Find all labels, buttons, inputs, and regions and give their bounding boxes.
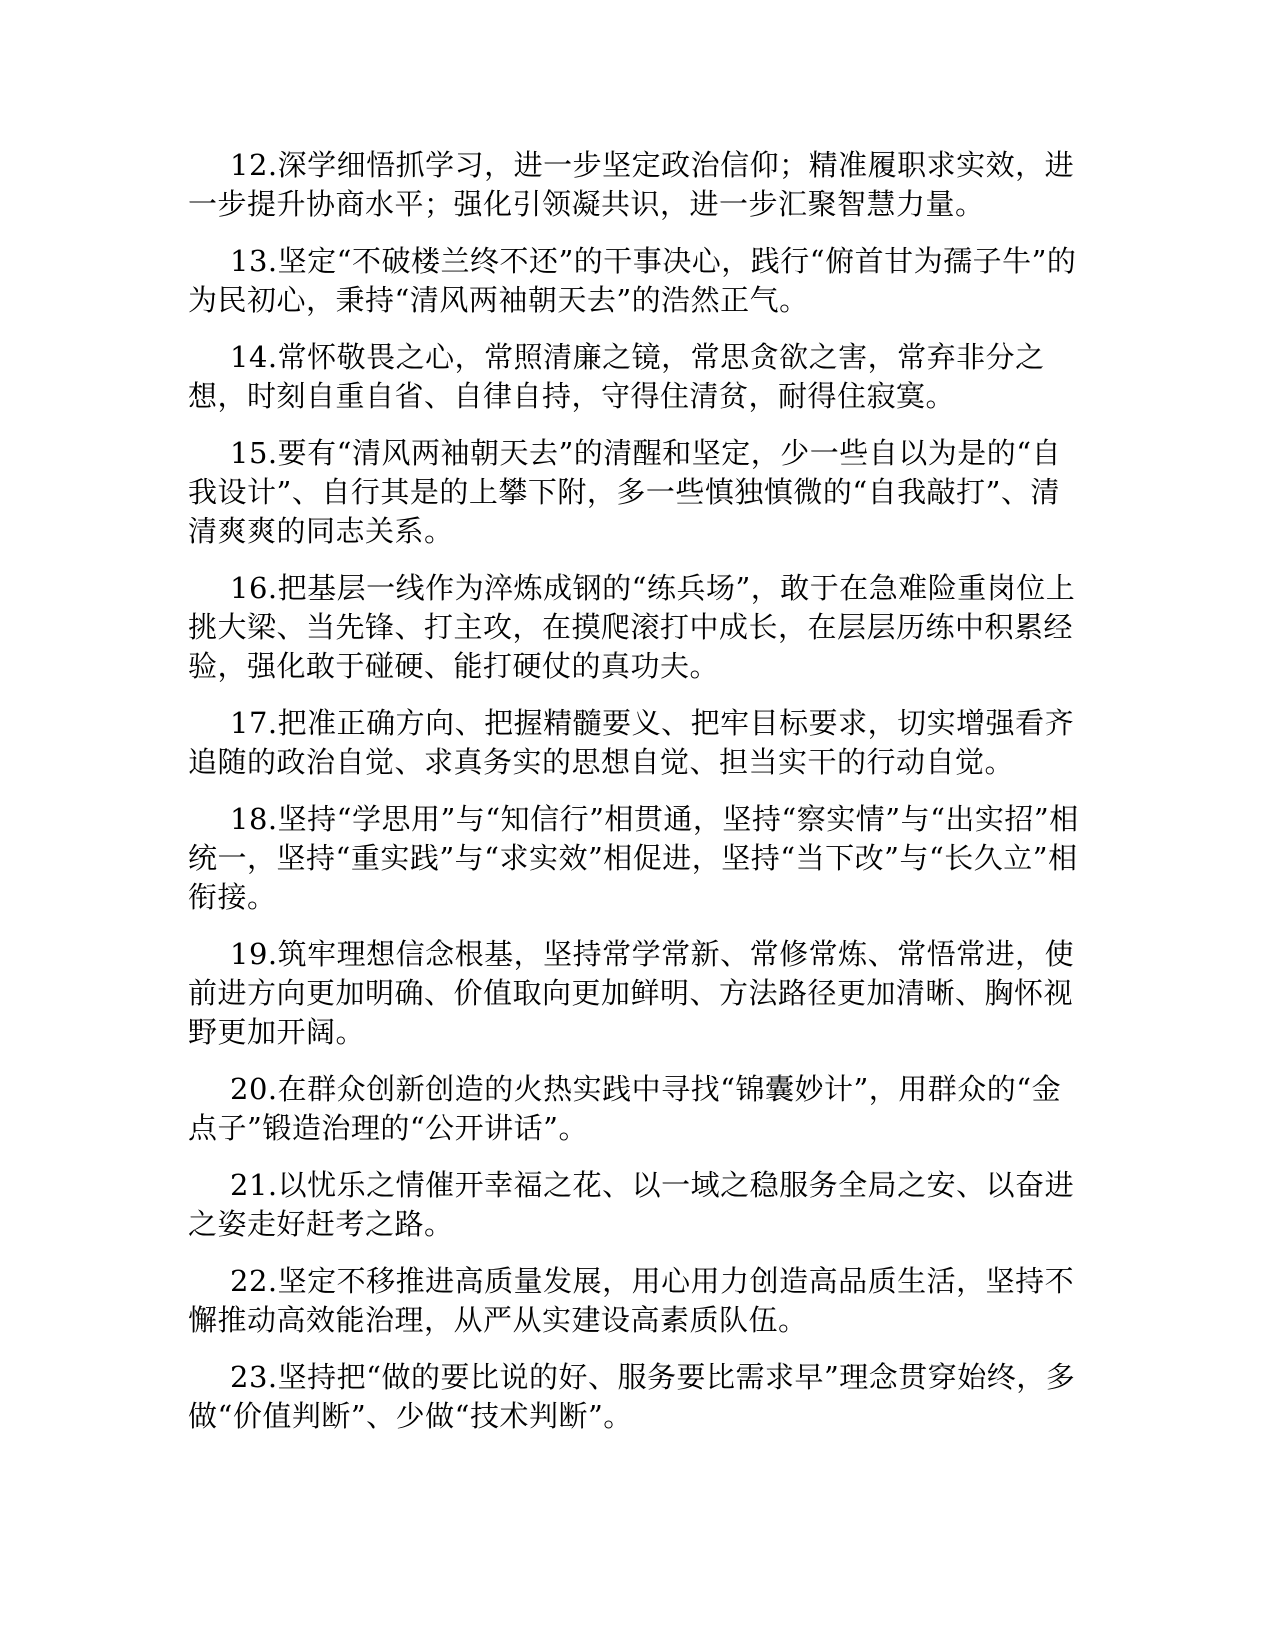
paragraph-14: 14.常怀敬畏之心，常照清廉之镜，常思贪欲之害，常弃非分之想，时刻自重自省、自律自持，守得住清贫，耐得住寂寞。 xyxy=(188,340,1045,413)
paragraph-23: 23.坚持把“做的要比说的好、服务要比需求早”理念贯穿始终，多做“价值判断”、少做“技术判断”。 xyxy=(188,1360,1076,1433)
paragraph-12: 12.深学细悟抓学习，进一步坚定政治信仰；精准履职求实效，进一步提升协商水平；强化引领凝共识，进一步汇聚智慧力量。 xyxy=(188,148,1075,221)
paragraph-22: 22.坚定不移推进高质量发展，用心用力创造高品质生活，坚持不懈推动高效能治理，从严从实建设高素质队伍。 xyxy=(188,1264,1075,1337)
paragraph-17: 17.把准正确方向、把握精髓要义、把牢目标要求，切实增强看齐追随的政治自觉、求真务实的思想自觉、担当实干的行动自觉。 xyxy=(188,706,1075,779)
paragraph-15: 15.要有“清风两袖朝天去”的清醒和坚定，少一些自以为是的“自我设计”、自行其是的上攀下附，多一些慎独慎微的“自我敲打”、清清爽爽的同志关系。 xyxy=(188,436,1062,548)
paragraph-19: 19.筑牢理想信念根基，坚持常学常新、常修常炼、常悟常进，使前进方向更加明确、价值取向更加鲜明、方法路径更加清晰、胸怀视野更加开阔。 xyxy=(188,937,1075,1049)
document-body xyxy=(188,146,1088,1454)
paragraph-13: 13.坚定“不破楼兰终不还”的干事决心，践行“俯首甘为孺子牛”的为民初心，秉持“清风两袖朝天去”的浩然正气。 xyxy=(188,244,1077,317)
paragraph-21: 21.以忧乐之情催开幸福之花、以一域之稳服务全局之安、以奋进之姿走好赶考之路。 xyxy=(188,1168,1075,1241)
paragraph-20: 20.在群众创新创造的火热实践中寻找“锦囊妙计”，用群众的“金点子”锻造治理的“公开讲话”。 xyxy=(188,1072,1062,1145)
paragraph-18: 18.坚持“学思用”与“知信行”相贯通，坚持“察实情”与“出实招”相统一，坚持“重实践”与“求实效”相促进，坚持“当下改”与“长久立”相衔接。 xyxy=(188,802,1079,914)
paragraph-16: 16.把基层一线作为淬炼成钢的“练兵场”，敢于在急难险重岗位上挑大梁、当先锋、打主攻，在摸爬滚打中成长，在层层历练中积累经验，强化敢于碰硬、能打硬仗的真功夫。 xyxy=(188,571,1076,683)
